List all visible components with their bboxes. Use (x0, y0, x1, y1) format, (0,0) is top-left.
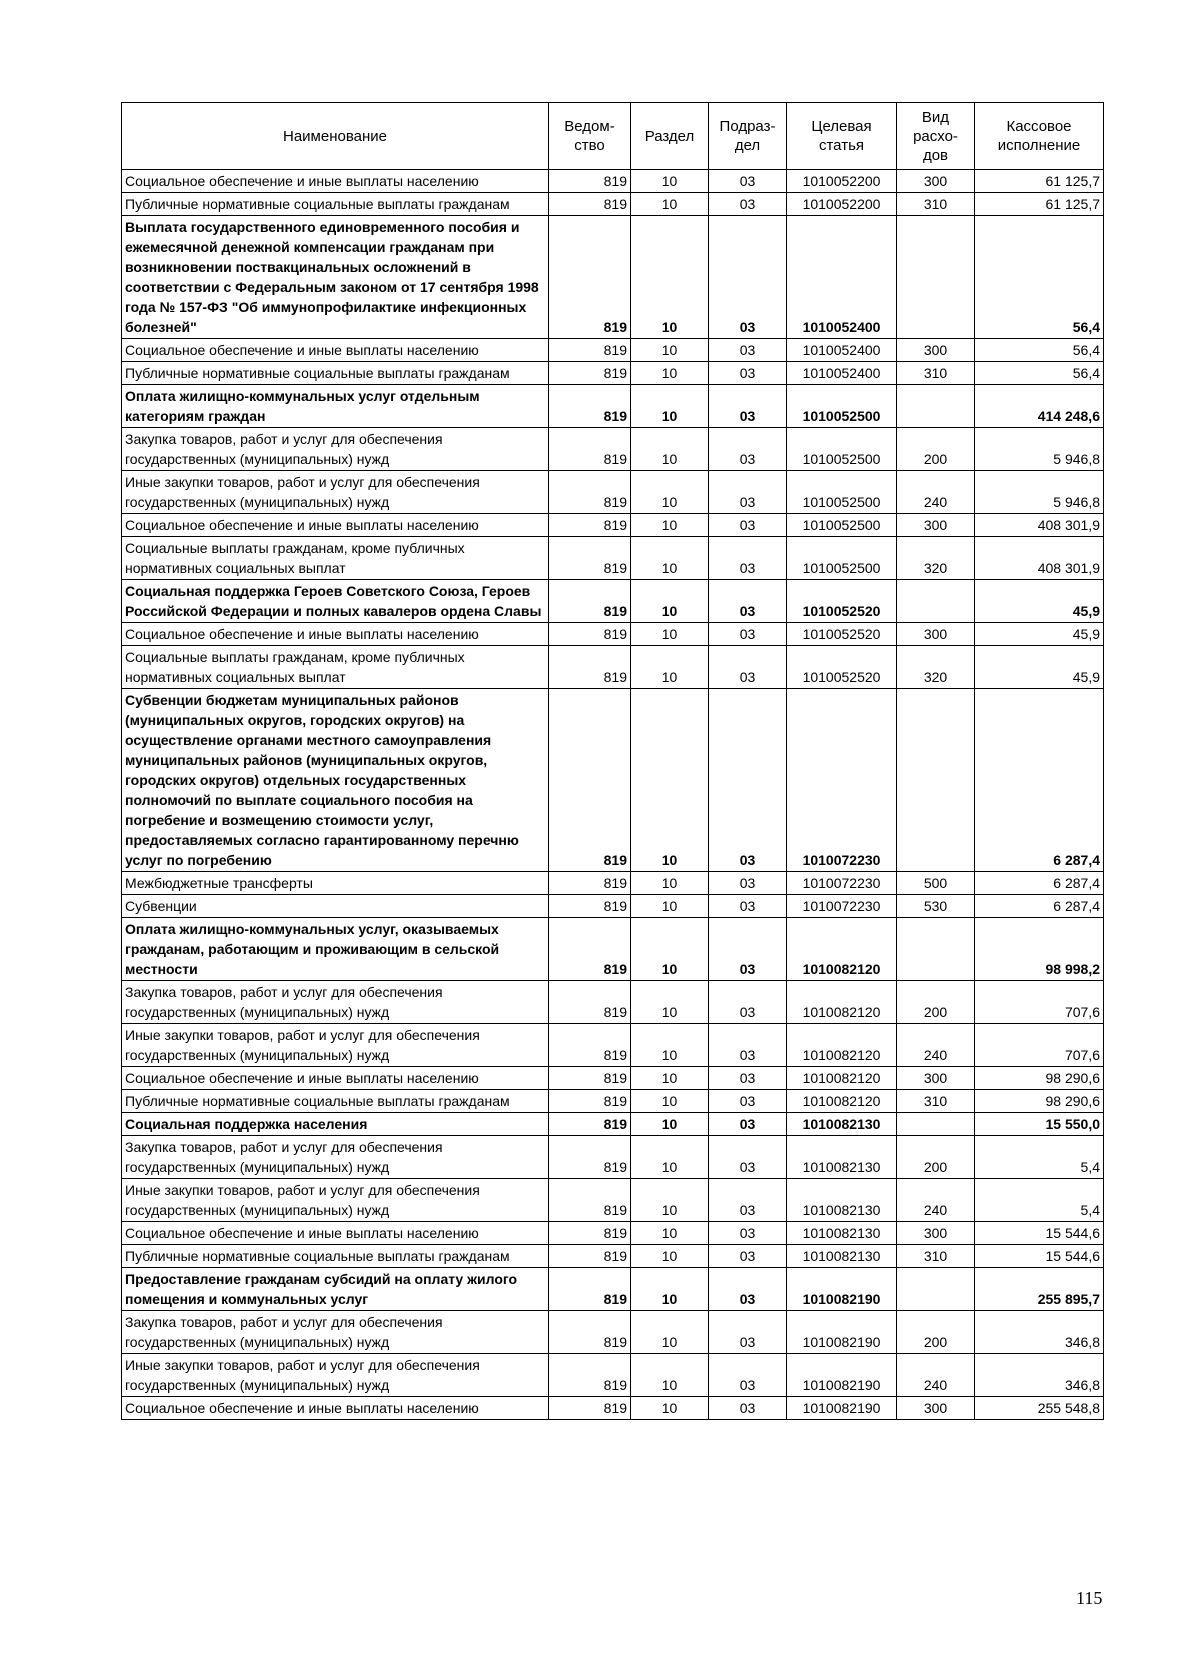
row-section: 10 (631, 1090, 709, 1113)
row-dept: 819 (549, 1222, 631, 1245)
row-dept: 819 (549, 170, 631, 193)
table-row (122, 1024, 1104, 1067)
row-name: Социальная поддержка Героев Советского Союза, Героев Российской Федерации и полных кавалеров ордена Славы (122, 580, 549, 623)
row-name: Публичные нормативные социальные выплаты гражданам (122, 1245, 549, 1268)
row-dept: 819 (549, 216, 631, 339)
table-row (122, 1311, 1104, 1354)
row-section: 10 (631, 623, 709, 646)
header-name: Наименование (122, 103, 549, 170)
row-dept: 819 (549, 537, 631, 580)
row-dept: 819 (549, 1311, 631, 1354)
row-kind: 200 (897, 428, 975, 471)
table-body (122, 170, 1104, 1420)
row-subsection: 03 (709, 1090, 787, 1113)
row-name: Социальное обеспечение и иные выплаты населению (122, 1222, 549, 1245)
row-name: Закупка товаров, работ и услуг для обеспечения государственных (муниципальных) нужд (122, 1136, 549, 1179)
row-article: 1010082190 (787, 1268, 897, 1311)
row-dept: 819 (549, 580, 631, 623)
row-name: Публичные нормативные социальные выплаты гражданам (122, 193, 549, 216)
row-subsection: 03 (709, 1067, 787, 1090)
row-section: 10 (631, 216, 709, 339)
row-dept: 819 (549, 981, 631, 1024)
row-dept: 819 (549, 918, 631, 981)
row-kind (897, 918, 975, 981)
row-subsection: 03 (709, 1113, 787, 1136)
row-amount: 6 287,4 (975, 689, 1104, 872)
row-section: 10 (631, 1397, 709, 1420)
table-row (122, 1090, 1104, 1113)
row-name: Выплата государственного единовременного пособия и ежемесячной денежной компенсации гражданам при возникновении поствакцинальных осложнений в соответствии с Федеральным законом от 17 сентября 1998 года № 157-ФЗ "Об иммунопрофилактике инфекционных болезней" (122, 216, 549, 339)
row-dept: 819 (549, 1354, 631, 1397)
row-article: 1010082120 (787, 918, 897, 981)
row-section: 10 (631, 872, 709, 895)
table-row (122, 1268, 1104, 1311)
row-kind: 240 (897, 1179, 975, 1222)
row-section: 10 (631, 580, 709, 623)
row-section: 10 (631, 646, 709, 689)
table-row (122, 918, 1104, 981)
row-dept: 819 (549, 1179, 631, 1222)
row-article: 1010082120 (787, 981, 897, 1024)
row-article: 1010052520 (787, 623, 897, 646)
row-section: 10 (631, 385, 709, 428)
row-kind: 310 (897, 362, 975, 385)
row-amount: 15 544,6 (975, 1245, 1104, 1268)
budget-execution-table (121, 102, 1104, 1420)
header-kind: Вид расхо- дов (897, 103, 975, 170)
row-section: 10 (631, 1067, 709, 1090)
row-article: 1010052400 (787, 362, 897, 385)
row-section: 10 (631, 1354, 709, 1397)
row-dept: 819 (549, 1090, 631, 1113)
row-article: 1010052500 (787, 428, 897, 471)
table-row (122, 580, 1104, 623)
row-dept: 819 (549, 623, 631, 646)
row-subsection: 03 (709, 170, 787, 193)
row-name: Предоставление гражданам субсидий на оплату жилого помещения и коммунальных услуг (122, 1268, 549, 1311)
table-row (122, 1397, 1104, 1420)
row-article: 1010082130 (787, 1245, 897, 1268)
row-subsection: 03 (709, 1179, 787, 1222)
table-row (122, 339, 1104, 362)
row-subsection: 03 (709, 471, 787, 514)
header-article: Целевая статья (787, 103, 897, 170)
row-section: 10 (631, 895, 709, 918)
row-kind: 310 (897, 1245, 975, 1268)
row-kind: 200 (897, 1136, 975, 1179)
row-subsection: 03 (709, 918, 787, 981)
table-row (122, 872, 1104, 895)
row-section: 10 (631, 537, 709, 580)
row-subsection: 03 (709, 1397, 787, 1420)
row-article: 1010082190 (787, 1397, 897, 1420)
row-amount: 346,8 (975, 1354, 1104, 1397)
row-name: Оплата жилищно-коммунальных услуг, оказываемых гражданам, работающим и проживающим в сельской местности (122, 918, 549, 981)
row-article: 1010052520 (787, 580, 897, 623)
row-amount: 346,8 (975, 1311, 1104, 1354)
row-name: Социальное обеспечение и иные выплаты населению (122, 623, 549, 646)
table-row (122, 170, 1104, 193)
row-article: 1010052200 (787, 193, 897, 216)
header-amount: Кассовое исполнение (975, 103, 1104, 170)
row-section: 10 (631, 1113, 709, 1136)
row-section: 10 (631, 428, 709, 471)
row-dept: 819 (549, 1136, 631, 1179)
row-name: Иные закупки товаров, работ и услуг для обеспечения государственных (муниципальных) нужд (122, 1179, 549, 1222)
row-subsection: 03 (709, 895, 787, 918)
row-subsection: 03 (709, 872, 787, 895)
row-section: 10 (631, 918, 709, 981)
row-amount: 408 301,9 (975, 537, 1104, 580)
row-amount: 45,9 (975, 623, 1104, 646)
row-section: 10 (631, 689, 709, 872)
row-kind: 300 (897, 1067, 975, 1090)
row-article: 1010072230 (787, 872, 897, 895)
row-name: Иные закупки товаров, работ и услуг для обеспечения государственных (муниципальных) нужд (122, 1024, 549, 1067)
row-dept: 819 (549, 193, 631, 216)
row-subsection: 03 (709, 1024, 787, 1067)
row-amount: 61 125,7 (975, 170, 1104, 193)
row-article: 1010072230 (787, 895, 897, 918)
row-dept: 819 (549, 1067, 631, 1090)
row-amount: 15 550,0 (975, 1113, 1104, 1136)
row-article: 1010052200 (787, 170, 897, 193)
row-article: 1010052500 (787, 385, 897, 428)
table-row (122, 981, 1104, 1024)
row-article: 1010082130 (787, 1113, 897, 1136)
row-section: 10 (631, 170, 709, 193)
table-row (122, 1113, 1104, 1136)
row-kind: 500 (897, 872, 975, 895)
row-dept: 819 (549, 385, 631, 428)
row-amount: 56,4 (975, 339, 1104, 362)
row-dept: 819 (549, 339, 631, 362)
table-row (122, 895, 1104, 918)
row-amount: 255 895,7 (975, 1268, 1104, 1311)
row-name: Социальное обеспечение и иные выплаты населению (122, 170, 549, 193)
row-subsection: 03 (709, 385, 787, 428)
row-section: 10 (631, 1268, 709, 1311)
row-section: 10 (631, 1024, 709, 1067)
row-amount: 6 287,4 (975, 872, 1104, 895)
row-name: Социальные выплаты гражданам, кроме публичных нормативных социальных выплат (122, 646, 549, 689)
row-kind: 300 (897, 170, 975, 193)
row-subsection: 03 (709, 339, 787, 362)
table-row (122, 1136, 1104, 1179)
row-section: 10 (631, 1136, 709, 1179)
row-name: Закупка товаров, работ и услуг для обеспечения государственных (муниципальных) нужд (122, 981, 549, 1024)
row-name: Социальная поддержка населения (122, 1113, 549, 1136)
row-name: Иные закупки товаров, работ и услуг для обеспечения государственных (муниципальных) нужд (122, 1354, 549, 1397)
row-section: 10 (631, 981, 709, 1024)
row-kind: 300 (897, 623, 975, 646)
row-kind: 300 (897, 1397, 975, 1420)
row-subsection: 03 (709, 1136, 787, 1179)
row-name: Субвенции бюджетам муниципальных районов (муниципальных округов, городских округов) на осуществление органами местного самоуправления муниципальных районов (муниципальных округов, городских округов) отдельных государственных полномочий по выплате социального пособия на погребение и возмещению стоимости услуг, предоставляемых согласно гарантированному перечню услуг по погребению (122, 689, 549, 872)
row-article: 1010052500 (787, 471, 897, 514)
row-kind: 300 (897, 1222, 975, 1245)
row-article: 1010082130 (787, 1136, 897, 1179)
row-name: Социальное обеспечение и иные выплаты населению (122, 514, 549, 537)
row-amount: 45,9 (975, 580, 1104, 623)
row-amount: 707,6 (975, 981, 1104, 1024)
row-article: 1010082120 (787, 1067, 897, 1090)
table-row (122, 514, 1104, 537)
row-name: Иные закупки товаров, работ и услуг для обеспечения государственных (муниципальных) нужд (122, 471, 549, 514)
row-amount: 6 287,4 (975, 895, 1104, 918)
row-article: 1010072230 (787, 689, 897, 872)
row-amount: 5,4 (975, 1179, 1104, 1222)
table-row (122, 471, 1104, 514)
row-article: 1010052500 (787, 514, 897, 537)
row-dept: 819 (549, 514, 631, 537)
table-row (122, 216, 1104, 339)
row-dept: 819 (549, 872, 631, 895)
row-kind (897, 385, 975, 428)
row-article: 1010052520 (787, 646, 897, 689)
row-amount: 707,6 (975, 1024, 1104, 1067)
row-section: 10 (631, 1245, 709, 1268)
row-amount: 98 998,2 (975, 918, 1104, 981)
row-article: 1010082130 (787, 1222, 897, 1245)
row-amount: 5 946,8 (975, 428, 1104, 471)
row-section: 10 (631, 1179, 709, 1222)
row-subsection: 03 (709, 537, 787, 580)
row-section: 10 (631, 362, 709, 385)
row-dept: 819 (549, 689, 631, 872)
row-kind: 300 (897, 339, 975, 362)
row-subsection: 03 (709, 689, 787, 872)
row-subsection: 03 (709, 1268, 787, 1311)
row-dept: 819 (549, 1268, 631, 1311)
row-kind: 310 (897, 1090, 975, 1113)
row-dept: 819 (549, 362, 631, 385)
row-dept: 819 (549, 471, 631, 514)
row-section: 10 (631, 339, 709, 362)
row-section: 10 (631, 1311, 709, 1354)
row-article: 1010082130 (787, 1179, 897, 1222)
header-section: Раздел (631, 103, 709, 170)
table-row (122, 1354, 1104, 1397)
row-section: 10 (631, 514, 709, 537)
row-kind (897, 580, 975, 623)
row-kind: 320 (897, 537, 975, 580)
row-article: 1010052400 (787, 216, 897, 339)
row-amount: 61 125,7 (975, 193, 1104, 216)
row-section: 10 (631, 1222, 709, 1245)
row-dept: 819 (549, 646, 631, 689)
row-dept: 819 (549, 895, 631, 918)
row-amount: 255 548,8 (975, 1397, 1104, 1420)
table-row (122, 1067, 1104, 1090)
row-article: 1010082190 (787, 1354, 897, 1397)
row-name: Закупка товаров, работ и услуг для обеспечения государственных (муниципальных) нужд (122, 1311, 549, 1354)
row-name: Субвенции (122, 895, 549, 918)
row-subsection: 03 (709, 216, 787, 339)
row-name: Социальные выплаты гражданам, кроме публичных нормативных социальных выплат (122, 537, 549, 580)
row-name: Социальное обеспечение и иные выплаты населению (122, 1067, 549, 1090)
row-kind: 320 (897, 646, 975, 689)
row-amount: 45,9 (975, 646, 1104, 689)
row-article: 1010082120 (787, 1024, 897, 1067)
row-amount: 98 290,6 (975, 1067, 1104, 1090)
row-kind: 240 (897, 471, 975, 514)
row-amount: 15 544,6 (975, 1222, 1104, 1245)
row-kind: 310 (897, 193, 975, 216)
row-kind: 240 (897, 1354, 975, 1397)
row-subsection: 03 (709, 362, 787, 385)
row-kind (897, 216, 975, 339)
row-kind: 200 (897, 1311, 975, 1354)
row-subsection: 03 (709, 1245, 787, 1268)
row-article: 1010052500 (787, 537, 897, 580)
row-section: 10 (631, 193, 709, 216)
row-name: Публичные нормативные социальные выплаты гражданам (122, 1090, 549, 1113)
row-dept: 819 (549, 1397, 631, 1420)
table-row (122, 362, 1104, 385)
row-dept: 819 (549, 1245, 631, 1268)
table-row (122, 623, 1104, 646)
row-subsection: 03 (709, 1311, 787, 1354)
row-amount: 56,4 (975, 362, 1104, 385)
row-subsection: 03 (709, 514, 787, 537)
row-subsection: 03 (709, 428, 787, 471)
table-row (122, 1179, 1104, 1222)
header-dept: Ведом- ство (549, 103, 631, 170)
table-row (122, 689, 1104, 872)
table-row (122, 1245, 1104, 1268)
row-dept: 819 (549, 428, 631, 471)
row-name: Социальное обеспечение и иные выплаты населению (122, 1397, 549, 1420)
row-kind (897, 1268, 975, 1311)
table-row (122, 537, 1104, 580)
row-name: Социальное обеспечение и иные выплаты населению (122, 339, 549, 362)
row-kind: 240 (897, 1024, 975, 1067)
row-dept: 819 (549, 1113, 631, 1136)
row-amount: 408 301,9 (975, 514, 1104, 537)
row-subsection: 03 (709, 580, 787, 623)
row-subsection: 03 (709, 646, 787, 689)
table-row (122, 646, 1104, 689)
table-header-row (122, 103, 1104, 170)
row-subsection: 03 (709, 623, 787, 646)
row-amount: 56,4 (975, 216, 1104, 339)
row-kind: 200 (897, 981, 975, 1024)
row-amount: 414 248,6 (975, 385, 1104, 428)
row-article: 1010082190 (787, 1311, 897, 1354)
row-amount: 5 946,8 (975, 471, 1104, 514)
page-number: 115 (1076, 1588, 1103, 1608)
row-kind (897, 689, 975, 872)
row-name: Закупка товаров, работ и услуг для обеспечения государственных (муниципальных) нужд (122, 428, 549, 471)
row-subsection: 03 (709, 1354, 787, 1397)
row-name: Публичные нормативные социальные выплаты гражданам (122, 362, 549, 385)
row-dept: 819 (549, 1024, 631, 1067)
row-subsection: 03 (709, 1222, 787, 1245)
table-row (122, 193, 1104, 216)
row-subsection: 03 (709, 193, 787, 216)
row-article: 1010082120 (787, 1090, 897, 1113)
header-subsection: Подраз- дел (709, 103, 787, 170)
row-section: 10 (631, 471, 709, 514)
row-kind: 300 (897, 514, 975, 537)
table-row (122, 385, 1104, 428)
row-kind (897, 1113, 975, 1136)
row-name: Оплата жилищно-коммунальных услуг отдельным категориям граждан (122, 385, 549, 428)
table-row (122, 1222, 1104, 1245)
row-amount: 5,4 (975, 1136, 1104, 1179)
row-amount: 98 290,6 (975, 1090, 1104, 1113)
row-kind: 530 (897, 895, 975, 918)
row-name: Межбюджетные трансферты (122, 872, 549, 895)
row-subsection: 03 (709, 981, 787, 1024)
row-article: 1010052400 (787, 339, 897, 362)
table-row (122, 428, 1104, 471)
